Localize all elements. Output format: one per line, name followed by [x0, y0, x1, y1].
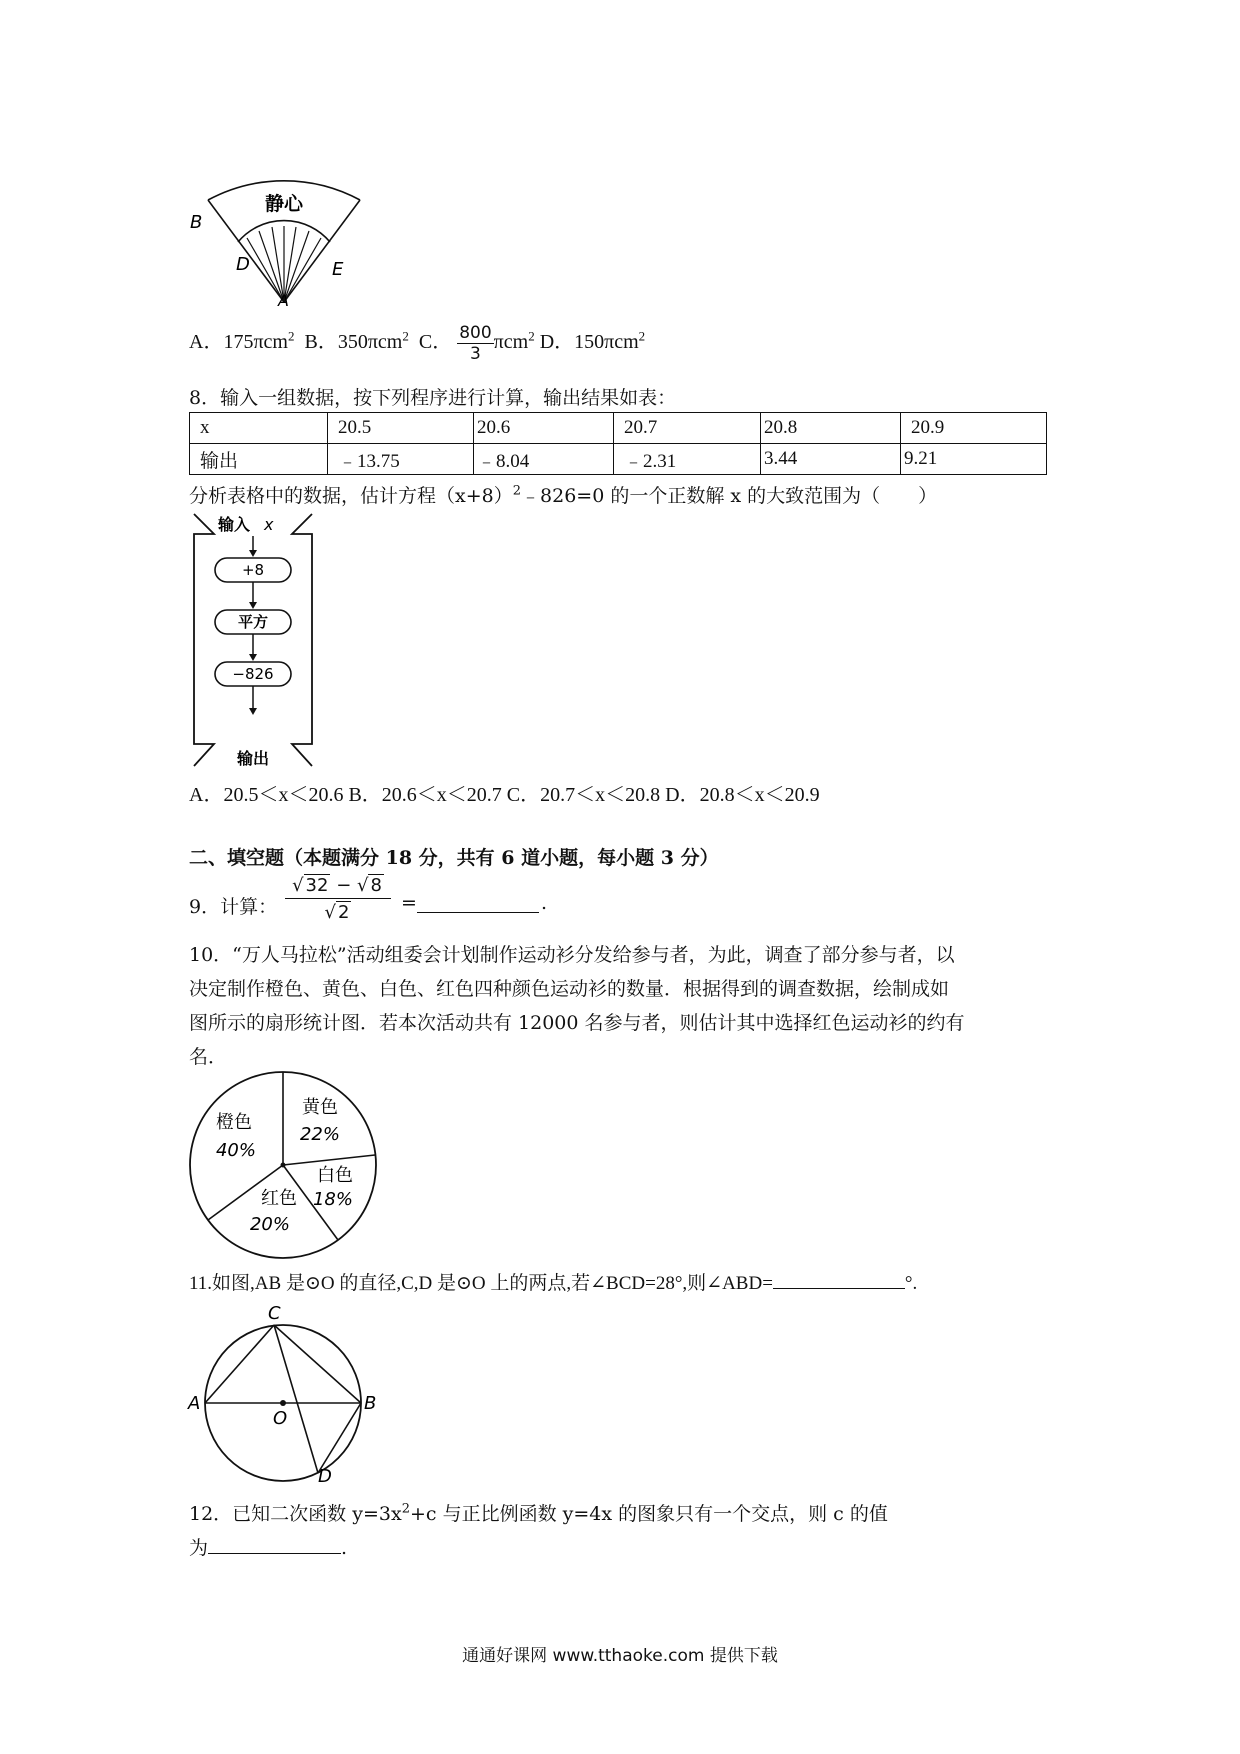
q9-answer-blank[interactable]	[417, 894, 539, 913]
table-cell: 20.5	[328, 413, 474, 444]
q7-option-c-suffix: πcm	[493, 331, 529, 354]
q10-line-2: 决定制作橙色、黄色、白色、红色四种颜色运动衫的数量．根据得到的调查数据，绘制成如	[189, 978, 950, 1000]
flow-output-label: 输出	[236, 749, 270, 768]
q12-sup: 2	[401, 1501, 410, 1517]
fan-label-d: D	[236, 254, 250, 275]
q7-option-d: D．150πcm	[539, 331, 639, 354]
table-cell: 9.21	[901, 444, 1047, 475]
flow-input-label: 输入	[218, 515, 251, 534]
q11-question: 11.如图,AB 是⊙O 的直径,C,D 是⊙O 上的两点,若∠BCD=28°,则∠ABD=	[189, 1273, 773, 1294]
table-row	[190, 444, 1047, 475]
q8-question-a: 分析表格中的数据，估计方程（x+8）	[189, 485, 513, 507]
q9-minus: −	[336, 875, 352, 896]
q7-sup-c: 2	[528, 328, 535, 344]
table-cell: 20.7	[614, 413, 761, 444]
q12-line-2	[189, 1533, 347, 1560]
circle-label-o: O	[273, 1408, 288, 1429]
q9-label: 9．计算：	[189, 896, 278, 918]
table-cell: ﹣13.75	[328, 444, 474, 475]
q7-sup-d: 2	[638, 328, 646, 344]
q12-answer-blank[interactable]	[208, 1535, 341, 1554]
q10-line-4: 名．	[189, 1046, 228, 1068]
flowchart-figure	[188, 512, 318, 770]
table-cell: 20.9	[901, 413, 1047, 444]
q9-radicand-a: 32	[305, 875, 329, 896]
q8-question	[189, 481, 937, 508]
q7-option-b: B．350πcm	[304, 331, 403, 354]
q12-line-2-text: 为	[189, 1537, 209, 1559]
q7-c-numerator: 800	[459, 323, 492, 343]
q9-equals: =	[401, 892, 417, 914]
q10-line-1: 10．“万人马拉松”活动组委会计划制作运动衫分发给参与者，为此，调查了部分参与者，以	[189, 944, 955, 966]
circle-label-c: C	[268, 1303, 281, 1324]
q12-line-1a: 12．已知二次函数 y=3x	[189, 1503, 402, 1525]
q7-sup-b: 2	[402, 328, 409, 344]
q12-end: .	[341, 1537, 348, 1559]
pie-pct-white: 18%	[312, 1189, 354, 1210]
q8-options: A．20.5＜x＜20.6 B．20.6＜x＜20.7 C．20.7＜x＜20.8 D．20.8＜x＜20.9	[189, 784, 820, 806]
circle-figure	[186, 1302, 376, 1484]
table-cell: 3.44	[761, 444, 901, 475]
pie-label-orange: 橙色	[216, 1112, 252, 1133]
circle-label-a: A	[188, 1393, 201, 1414]
q11-text	[189, 1268, 917, 1295]
flow-step-plus8: +8	[241, 561, 265, 579]
table-cell: 输出	[190, 444, 328, 475]
pie-pct-orange: 40%	[215, 1140, 257, 1161]
q7-sup-a: 2	[287, 328, 295, 344]
fan-label-a: A	[278, 291, 289, 308]
pie-chart	[186, 1068, 380, 1262]
section-2-title: 二、填空题（本题满分 18 分，共有 6 道小题，每小题 3 分）	[189, 847, 719, 869]
q9-fraction: √ 32 − √ 8 √ 2	[285, 874, 391, 923]
table-cell: ﹣2.31	[614, 444, 761, 475]
table-cell: 20.8	[761, 413, 901, 444]
q7-options	[189, 323, 645, 364]
q9-end: .	[541, 892, 548, 914]
q11-answer-blank[interactable]	[773, 1270, 905, 1289]
fan-label-e: E	[332, 259, 344, 280]
flow-step-square: 平方	[237, 613, 269, 631]
q7-c-denominator: 3	[470, 344, 481, 364]
q8-question-sup: 2	[512, 483, 522, 499]
q8-table	[189, 412, 1047, 475]
table-cell: x	[190, 413, 328, 444]
table-row	[190, 413, 1047, 444]
q8-question-b: ﹣826=0 的一个正数解 x 的大致范围为（ ）	[521, 485, 938, 507]
pie-pct-yellow: 22%	[299, 1124, 341, 1145]
q12-line-1b: +c 与正比例函数 y=4x 的图象只有一个交点，则 c 的值	[409, 1503, 888, 1525]
pie-label-yellow: 黄色	[302, 1097, 338, 1118]
fan-center-text: 静心	[264, 193, 304, 215]
q9-radicand-b: 8	[370, 875, 382, 896]
q10-line-3: 图所示的扇形统计图．若本次活动共有 12000 名参与者，则估计其中选择红色运动衫的约有	[189, 1012, 965, 1034]
q7-option-c-prefix: C．	[418, 331, 453, 354]
q7-option-a: A．175πcm	[189, 331, 288, 354]
q11-end: °.	[904, 1273, 918, 1294]
pie-pct-red: 20%	[249, 1214, 291, 1235]
circle-label-b: B	[364, 1393, 376, 1414]
table-cell: 20.6	[474, 413, 614, 444]
fan-label-b: B	[190, 212, 203, 233]
page-footer: 通通好课网 www.tthaoke.com 提供下载	[462, 1646, 778, 1666]
q8-stem: 8．输入一组数据，按下列程序进行计算，输出结果如表：	[189, 387, 677, 409]
circle-label-d: D	[318, 1466, 332, 1484]
fan-figure	[184, 158, 384, 308]
q9-radicand-den: 2	[338, 902, 350, 923]
flow-input-var: x	[264, 515, 274, 534]
q12-line-1	[189, 1499, 888, 1526]
pie-label-red: 红色	[261, 1188, 297, 1209]
flow-step-minus826: −826	[232, 665, 274, 683]
table-cell: ﹣8.04	[474, 444, 614, 475]
q7-option-c-fraction	[457, 323, 493, 364]
pie-label-white: 白色	[317, 1165, 353, 1186]
